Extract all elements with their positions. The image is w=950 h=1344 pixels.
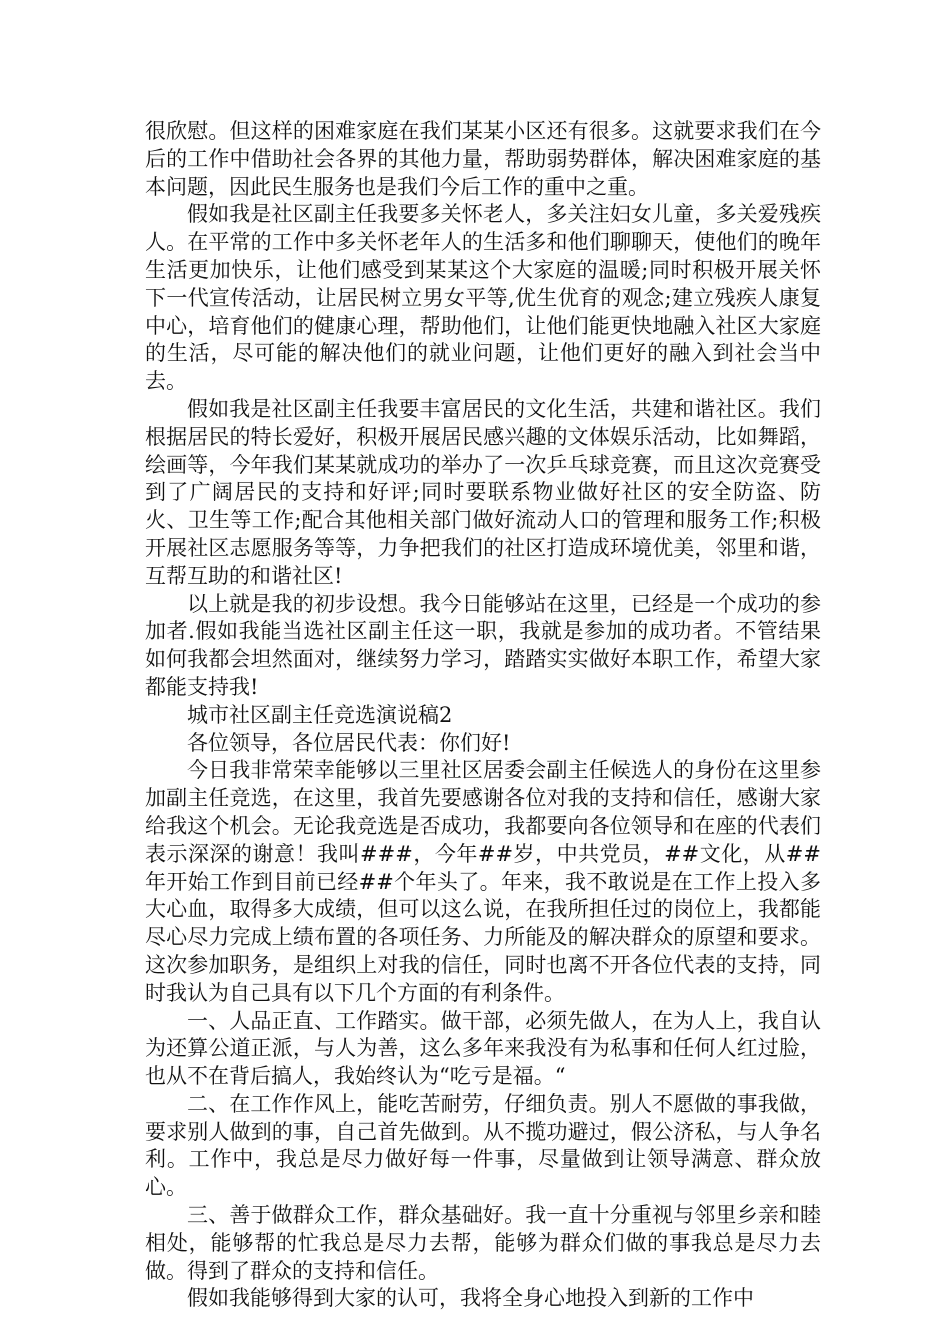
paragraph-conclusion: 以上就是我的初步设想。我今日能够站在这里，已经是一个成功的参加者.假如我能当选社区副主任这一职，我就是参加的成功者。不管结果如何我都会坦然面对，继续努力学习，踏踏实实做好本职工作，希望大家都能支持我! [145,591,821,699]
paragraph-point-two: 二、在工作作风上，能吃苦耐劳，仔细负责。别人不愿做的事我做，要求别人做到的事，自己首先做到。从不揽功避过，假公济私，与人争名利。工作中，我总是尽力做好每一件事，尽量做到让领导满意、群众放心。 [145,1091,821,1200]
paragraph-point-one: 一、人品正直、工作踏实。做干部，必须先做人，在为人上，我自认为还算公道正派，与人为善，这么多年来我没有为私事和任何人红过脸，也从不在背后搞人，我始终认为“吃亏是福。“ [145,1008,821,1089]
paragraph-closing-start: 假如我能够得到大家的认可，我将全身心地投入到新的工作中 [187,1286,754,1311]
paragraph-cultural-life: 假如我是社区副主任我要丰富居民的文化生活，共建和谐社区。我们根据居民的特长爱好，积极开展居民感兴趣的文体娱乐活动，比如舞蹈，绘画等，今年我们某某就成功的举办了一次乒乓球竞赛，而且这次竞赛受到了广阔居民的支持和好评;同时要联系物业做好社区的安全防盗、防火、卫生等工作;配合其他相关部门做好流动人口的管理和服务工作;积极开展社区志愿服务等等，力争把我们的社区打造成环境优美，邻里和谐，互帮互助的和谐社区! [145,396,821,588]
paragraph-continued-text: 很欣慰。但这样的困难家庭在我们某某小区还有很多。这就要求我们在今后的工作中借助社会各界的其他力量，帮助弱势群体，解决困难家庭的基本问题，因此民生服务也是我们今后工作的重中之重。 [145,119,821,199]
paragraph-point-three: 三、善于做群众工作，群众基础好。我一直十分重视与邻里乡亲和睦相处，能够帮的忙我总是尽力去帮，能够为群众们做的事我总是尽力去做。得到了群众的支持和信任。 [145,1203,821,1283]
paragraph-introduction: 今日我非常荣幸能够以三里社区居委会副主任候选人的身份在这里参加副主任竞选，在这里，我首先要感谢各位对我的支持和信任，感谢大家给我这个机会。无论我竞选是否成功，我都要向各位领导和在座的代表们表示深深的谢意！我叫###，今年##岁，中共党员，##文化，从##年开始工作到目前已经##个年头了。年来，我不敢说是在工作上投入多大心血，取得多大成绩，但可以这么说，在我所担任过的岗位上，我都能尽心尽力完成上绩布置的各项任务、力所能及的解决群众的原望和要求。这次参加职务，是组织上对我的信任，同时也离不开各位代表的支持，同时我认为自己具有以下几个方面的有利条件。 [145,758,821,1005]
paragraph-care-for-elderly: 假如我是社区副主任我要多关怀老人，多关注妇女儿童，多关爱残疾人。在平常的工作中多关怀老年人的生活多和他们聊聊天，使他们的晚年生活更加快乐，让他们感受到某某这个大家庭的温暖;同时积极开展关怀下一代宣传活动，让居民树立男女平等,优生优育的观念;建立残疾人康复中心，培育他们的健康心理，帮助他们，让他们能更快地融入社区大家庭的生活，尽可能的解决他们的就业问题，让他们更好的融入到社会当中去。 [145,202,821,394]
salutation: 各位领导，各位居民代表：你们好! [187,730,511,755]
section-heading: 城市社区副主任竞选演说稿2 [187,702,453,727]
document-body [145,118,821,1313]
